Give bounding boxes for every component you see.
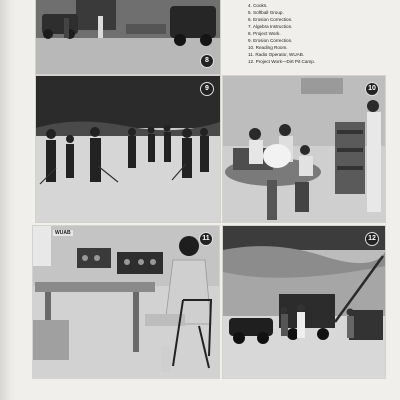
photo-9-image [36, 76, 220, 222]
radio-room-sign: WUAB [55, 230, 71, 236]
photo-11-image [33, 226, 219, 378]
caption-item: 11. Radio Operator, WUAB. [248, 52, 305, 57]
photo-8-project-work [36, 0, 220, 74]
caption-item: 12. Project Work—Dirt Pit Camp. [248, 59, 316, 64]
photo-11-radio-operator [33, 226, 219, 378]
caption-item: 9. Erosion Correction. [248, 38, 293, 43]
photo-12-image [223, 226, 385, 378]
photo-caption-list [248, 2, 378, 65]
photo-number-badge: 11 [199, 232, 213, 246]
caption-item: 5. Softball Group. [248, 10, 284, 15]
photo-9-erosion-correction [36, 76, 220, 222]
photo-8-image [36, 0, 220, 74]
photo-10-reading-room [223, 76, 385, 222]
caption-item: 8. Project Work. [248, 31, 281, 36]
caption-item: 10. Reading Room. [248, 45, 288, 50]
photo-number-badge: 9 [200, 82, 214, 96]
photo-number-badge: 8 [200, 54, 214, 68]
photo-10-image [223, 76, 385, 222]
caption-item: 7. Algebra Instruction. [248, 24, 293, 29]
photo-number-badge: 10 [365, 82, 379, 96]
caption-item: 4. Cooks. [248, 3, 268, 8]
photo-number-badge: 12 [365, 232, 379, 246]
photo-12-dirt-pit-camp [223, 226, 385, 378]
book-binding-shadow [0, 0, 18, 400]
caption-item: 6. Erosion Correction. [248, 17, 293, 22]
